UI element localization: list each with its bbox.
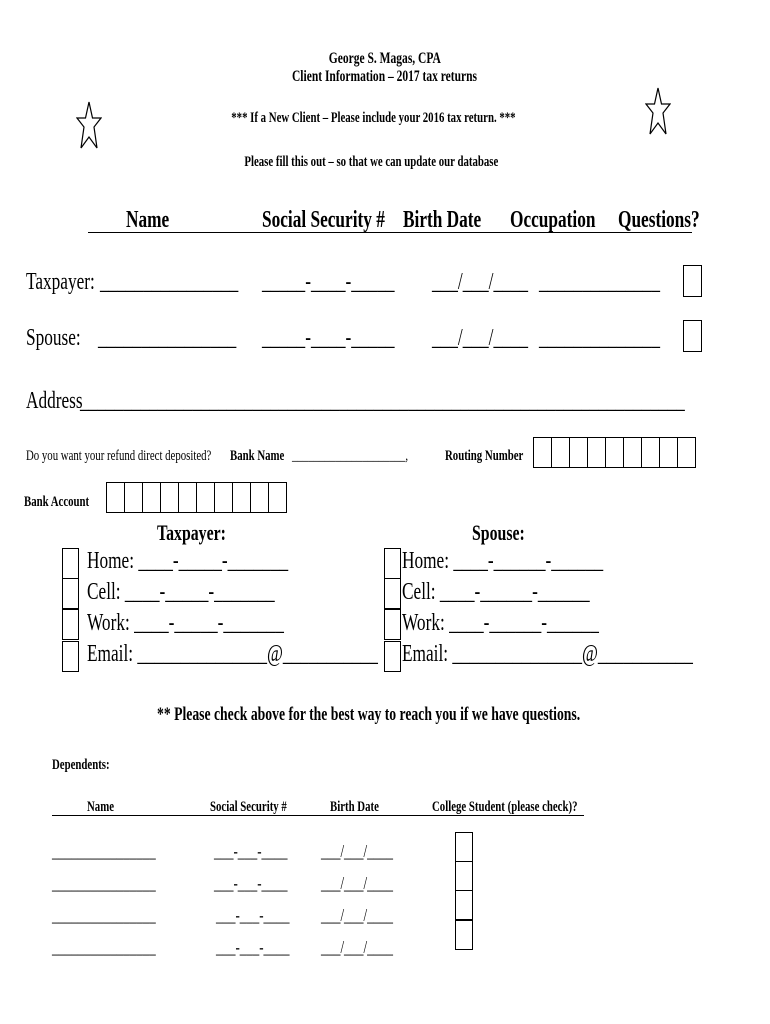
- taxpayer-cell-checkbox[interactable]: [62, 578, 79, 609]
- contact-spouse-heading: Spouse:: [472, 520, 525, 545]
- address-label: Address: [26, 388, 83, 414]
- spouse-questions-checkbox[interactable]: [683, 320, 702, 352]
- contact-taxpayer-heading: Taxpayer:: [157, 520, 226, 545]
- taxpayer-cell-phone-field[interactable]: Cell: ____-_____-_______: [87, 579, 275, 605]
- routing-number-label: Routing Number: [445, 448, 524, 464]
- taxpayer-occupation-field[interactable]: ______________: [539, 269, 660, 295]
- dependent-1-name-field[interactable]: ________________: [52, 841, 156, 861]
- dependent-3-college-checkbox[interactable]: [455, 890, 473, 920]
- dependent-2-dob-field[interactable]: ___/___/____: [321, 873, 394, 893]
- bank-name-label: Bank Name: [230, 448, 285, 464]
- col-ssn-header: Social Security #: [262, 207, 385, 233]
- spouse-cell-phone-field[interactable]: Cell: ____-______-______: [402, 579, 590, 605]
- dependent-1-college-checkbox[interactable]: [455, 832, 473, 862]
- col-name-header: Name: [126, 207, 170, 233]
- taxpayer-work-phone-field[interactable]: Work: ____-_____-_______: [87, 610, 284, 636]
- firm-name: George S. Magas, CPA: [328, 50, 442, 67]
- dependent-3-name-field[interactable]: ________________: [52, 905, 156, 925]
- spouse-name-field[interactable]: ________________: [98, 325, 237, 351]
- dep-col-college-header: College Student (please check)?: [432, 799, 578, 815]
- dependent-1-ssn-field[interactable]: ___-___-____: [214, 841, 288, 861]
- dep-col-ssn-header: Social Security #: [210, 799, 287, 815]
- taxpayer-questions-checkbox[interactable]: [683, 265, 702, 297]
- dependent-4-ssn-field[interactable]: ___-___-____: [216, 937, 290, 957]
- fill-note: Please fill this out – so that we can update our database: [244, 154, 498, 170]
- spouse-email-field[interactable]: Email: _______________@___________: [402, 641, 693, 667]
- spouse-cell-checkbox[interactable]: [384, 578, 401, 609]
- new-client-note: *** If a New Client – Please include your 2016 tax return. ***: [230, 110, 516, 126]
- dependent-3-dob-field[interactable]: ___/___/____: [321, 905, 394, 925]
- spouse-dob-field[interactable]: ___/___/____: [432, 325, 529, 351]
- dependent-4-name-field[interactable]: ________________: [52, 937, 156, 957]
- form-title: Client Information – 2017 tax returns: [292, 68, 478, 85]
- spouse-home-checkbox[interactable]: [384, 548, 401, 579]
- spouse-occupation-field[interactable]: ______________: [539, 325, 660, 351]
- dependent-4-dob-field[interactable]: ___/___/____: [321, 937, 394, 957]
- taxpayer-work-checkbox[interactable]: [62, 609, 79, 640]
- best-contact-note: ** Please check above for the best way to reach you if we have questions.: [157, 704, 581, 725]
- spouse-email-checkbox[interactable]: [384, 641, 401, 672]
- address-field[interactable]: ______________________________________________________________________: [80, 388, 685, 414]
- dependent-2-ssn-field[interactable]: ___-___-____: [214, 873, 288, 893]
- spouse-work-checkbox[interactable]: [384, 609, 401, 640]
- spouse-ssn-field[interactable]: _____-____-_____: [262, 325, 395, 351]
- col-occupation-header: Occupation: [510, 207, 596, 233]
- col-dob-header: Birth Date: [403, 207, 482, 233]
- routing-number-boxes[interactable]: [533, 437, 696, 468]
- taxpayer-name-field[interactable]: ________________: [100, 269, 239, 295]
- direct-deposit-question: Do you want your refund direct deposited?: [26, 448, 212, 464]
- dependent-2-college-checkbox[interactable]: [455, 861, 473, 891]
- dependent-2-name-field[interactable]: ________________: [52, 873, 156, 893]
- bank-account-boxes[interactable]: [106, 482, 287, 513]
- taxpayer-ssn-field[interactable]: _____-____-_____: [262, 269, 395, 295]
- taxpayer-home-phone-field[interactable]: Home: ____-_____-_______: [87, 548, 289, 574]
- dependents-heading: Dependents:: [52, 757, 110, 773]
- dep-col-name-header: Name: [87, 799, 114, 815]
- taxpayer-label: Taxpayer:: [26, 269, 95, 295]
- col-questions-header: Questions?: [618, 207, 700, 233]
- dependent-3-ssn-field[interactable]: ___-___-____: [216, 905, 290, 925]
- taxpayer-email-field[interactable]: Email: _______________@___________: [87, 641, 378, 667]
- dependent-4-college-checkbox[interactable]: [455, 920, 473, 950]
- bank-account-label: Bank Account: [24, 494, 90, 510]
- spouse-label: Spouse:: [26, 325, 81, 351]
- taxpayer-email-checkbox[interactable]: [62, 641, 79, 672]
- dep-col-dob-header: Birth Date: [330, 799, 379, 815]
- spouse-work-phone-field[interactable]: Work: ____-______-______: [402, 610, 599, 636]
- taxpayer-dob-field[interactable]: ___/___/____: [432, 269, 529, 295]
- spouse-home-phone-field[interactable]: Home: ____-______-______: [402, 548, 604, 574]
- bank-name-field[interactable]: _____________________,: [292, 448, 409, 464]
- taxpayer-home-checkbox[interactable]: [62, 548, 79, 579]
- dependent-1-dob-field[interactable]: ___/___/____: [321, 841, 394, 861]
